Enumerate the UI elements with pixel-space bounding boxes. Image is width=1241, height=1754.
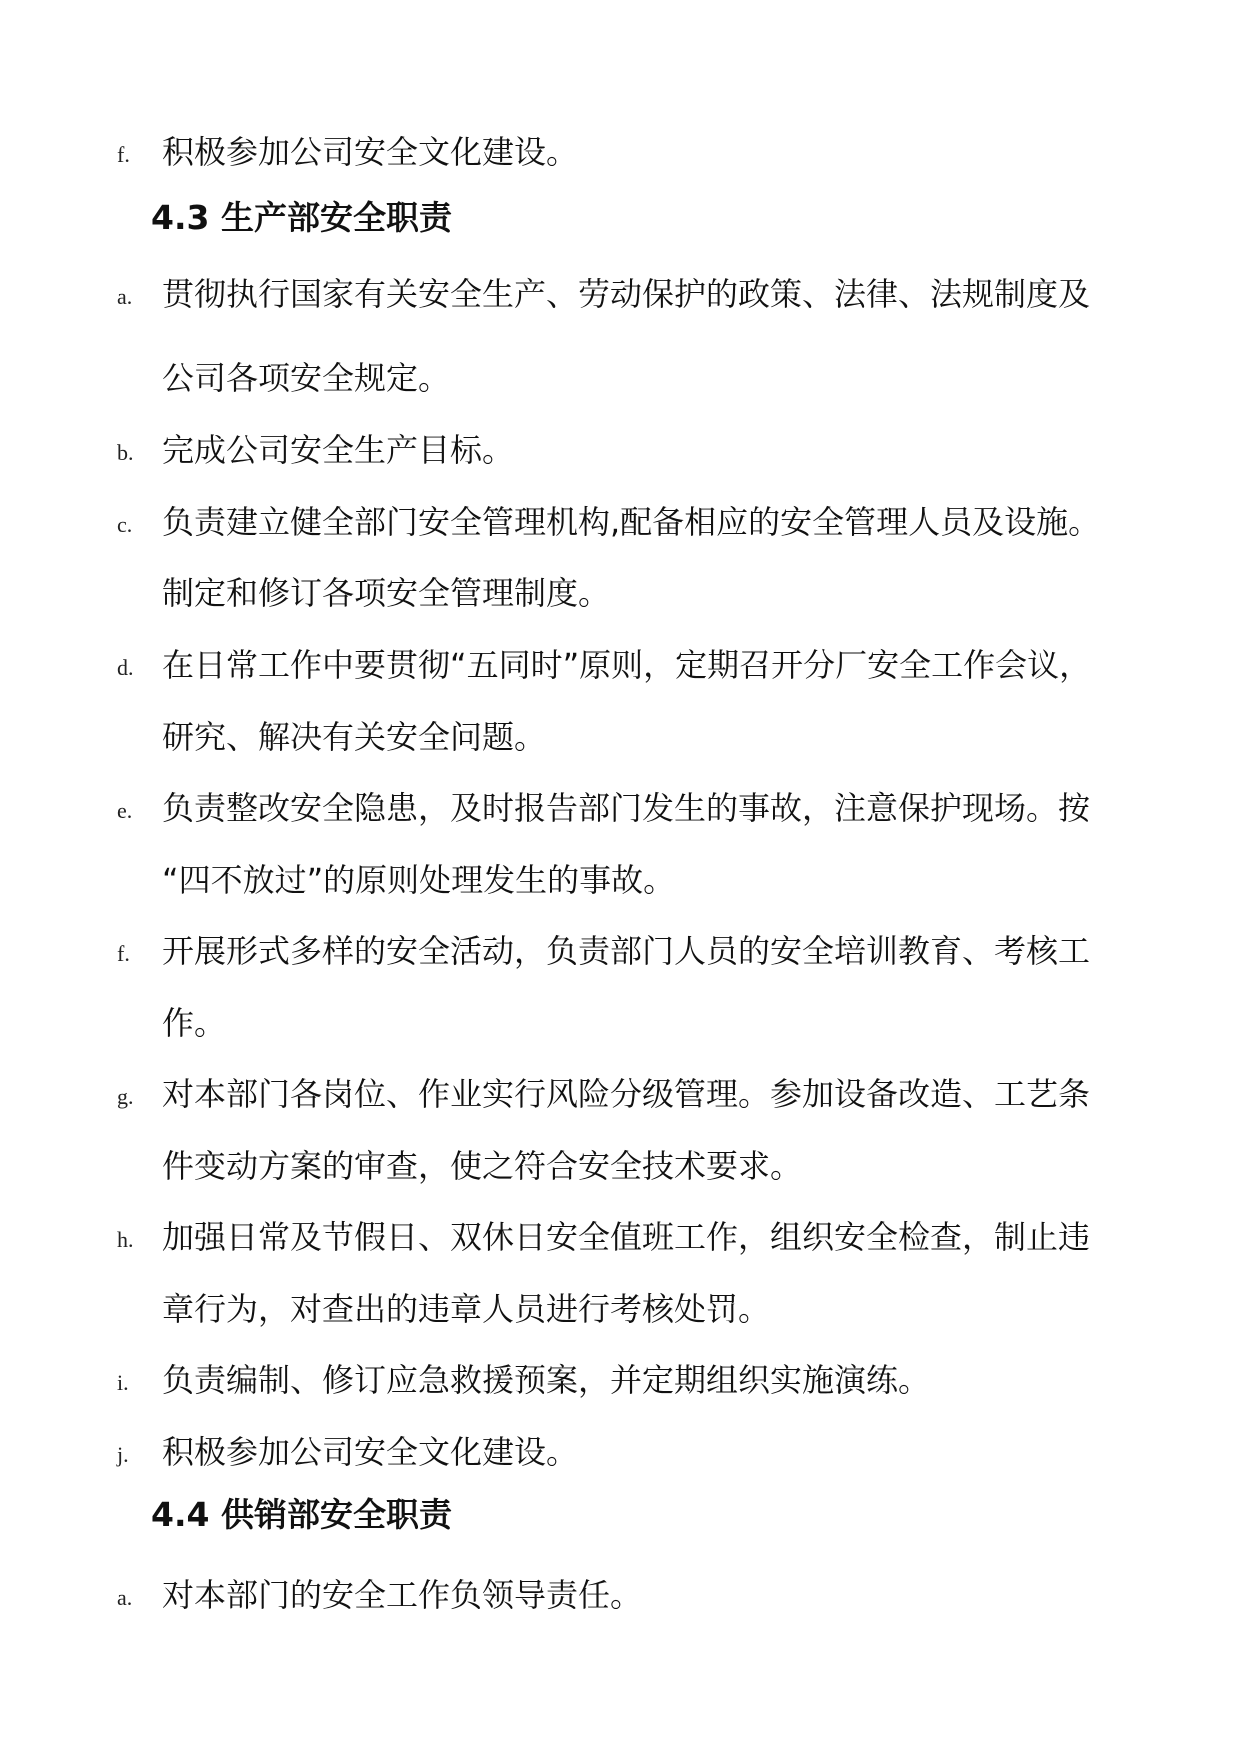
list-item-text: 加强日常及节假日、双休日安全值班工作，组织安全检查，制止违: [162, 1218, 1091, 1256]
list-item-continuation-text: 章行为，对查出的违章人员进行考核处罚。: [162, 1290, 771, 1328]
section-heading: 4.3 生产部安全职责: [151, 198, 452, 237]
list-marker: a.: [117, 284, 133, 309]
list-item-continuation-text: 件变动方案的审查，使之符合安全技术要求。: [162, 1147, 803, 1185]
list-item-text: 贯彻执行国家有关安全生产、劳动保护的政策、法律、法规制度及: [162, 275, 1091, 313]
list-marker: i.: [117, 1370, 129, 1395]
list-marker: a.: [117, 1585, 133, 1610]
list-item-text: 积极参加公司安全文化建设。: [162, 133, 579, 171]
list-item: [0, 1573, 1241, 1617]
list-item-continuation: [0, 1287, 1241, 1331]
list-item-text: 负责整改安全隐患，及时报告部门发生的事故，注意保护现场。按: [162, 789, 1091, 827]
list-marker: e.: [117, 798, 133, 823]
list-marker: h.: [117, 1227, 134, 1252]
list-item-continuation-text: “四不放过”的原则处理发生的事故。: [162, 861, 676, 899]
list-item-text: 负责建立健全部门安全管理机构,配备相应的安全管理人员及设施。: [162, 503, 1101, 541]
list-item-continuation: [0, 858, 1241, 902]
list-item-continuation-text: 研究、解决有关安全问题。: [162, 718, 547, 756]
section-heading: 4.4 供销部安全职责: [151, 1495, 452, 1534]
list-marker: c.: [117, 512, 133, 537]
list-item: [0, 1430, 1241, 1474]
list-item-text: 对本部门各岗位、作业实行风险分级管理。参加设备改造、工艺条: [162, 1075, 1091, 1113]
list-item-continuation-text: 公司各项安全规定。: [162, 359, 451, 397]
list-item: [0, 1215, 1241, 1259]
list-item-continuation-text: 作。: [162, 1004, 227, 1042]
list-item-continuation: [0, 1144, 1241, 1188]
list-item: [0, 1358, 1241, 1402]
list-item-continuation: [0, 571, 1241, 615]
list-item: [0, 1072, 1241, 1116]
list-item: [0, 130, 1241, 174]
list-marker: f.: [117, 142, 130, 167]
list-item-text: 积极参加公司安全文化建设。: [162, 1433, 579, 1471]
list-item: [0, 500, 1241, 544]
list-item: [0, 643, 1241, 687]
list-marker: g.: [117, 1084, 134, 1109]
list-item-continuation-text: 制定和修订各项安全管理制度。: [162, 574, 611, 612]
list-item-continuation: [0, 1001, 1241, 1045]
list-item-continuation: [0, 715, 1241, 759]
list-item-text: 开展形式多样的安全活动，负责部门人员的安全培训教育、考核工: [162, 932, 1091, 970]
list-item-continuation: [0, 356, 1241, 400]
list-item: [0, 272, 1241, 316]
list-item-text: 对本部门的安全工作负领导责任。: [162, 1576, 643, 1614]
list-marker: j.: [117, 1442, 129, 1467]
list-marker: f.: [117, 941, 130, 966]
list-item: [0, 428, 1241, 472]
list-marker: b.: [117, 440, 134, 465]
list-item: [0, 786, 1241, 830]
list-item: [0, 929, 1241, 973]
list-item-text: 在日常工作中要贯彻“五同时”原则，定期召开分厂安全工作会议，: [162, 646, 1092, 684]
list-marker: d.: [117, 655, 134, 680]
list-item-text: 负责编制、修订应急救援预案，并定期组织实施演练。: [162, 1361, 931, 1399]
list-item-text: 完成公司安全生产目标。: [162, 431, 515, 469]
